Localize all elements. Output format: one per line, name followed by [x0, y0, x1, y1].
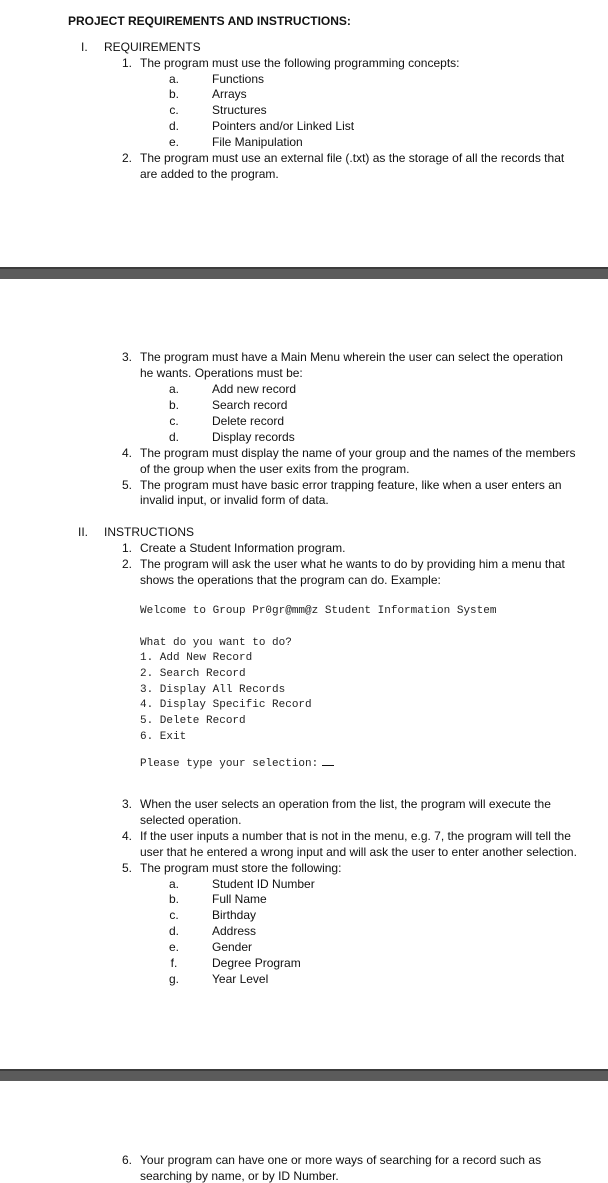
- sub-letter: b.: [168, 892, 179, 906]
- sub-item-text: Address: [212, 924, 257, 938]
- input-cursor-underline: [322, 755, 334, 766]
- list-item-text: of the group when the user exits from the program.: [140, 462, 410, 476]
- list-item-text: he wants. Operations must be:: [140, 366, 303, 380]
- list-item-text: invalid input, or invalid form of data.: [140, 493, 329, 507]
- sub-item-text: Student ID Number: [212, 877, 315, 891]
- sub-letter: d.: [168, 924, 179, 938]
- sub-letter: c.: [169, 414, 179, 428]
- example-menu-option: 6. Exit: [140, 731, 187, 743]
- sub-letter: b.: [168, 398, 179, 412]
- document-title: PROJECT REQUIREMENTS AND INSTRUCTIONS:: [68, 14, 351, 28]
- page-divider: [0, 267, 608, 279]
- example-menu-option: 2. Search Record: [140, 668, 246, 680]
- list-number: 5.: [122, 478, 133, 492]
- sub-item-text: Add new record: [212, 382, 297, 396]
- list-item-text: The program must have a Main Menu wherein the user can select the operation: [140, 350, 563, 364]
- sub-letter: c.: [169, 908, 179, 922]
- example-menu-option: 3. Display All Records: [140, 684, 286, 696]
- list-number: 5.: [122, 861, 133, 875]
- list-item-text: The program must use the following programming concepts:: [140, 56, 460, 70]
- list-item-text: The program must store the following:: [140, 861, 342, 875]
- sub-item-text: Display records: [212, 430, 295, 444]
- list-item-text: user that he entered a wrong input and will ask the user to enter another selection.: [140, 845, 577, 859]
- example-menu-option: 5. Delete Record: [140, 715, 246, 727]
- sub-letter: g.: [168, 972, 179, 986]
- page-divider: [0, 1069, 608, 1081]
- sub-item-text: Year Level: [212, 972, 269, 986]
- list-item-text: Create a Student Information program.: [140, 541, 346, 555]
- example-selection-line: [140, 755, 334, 771]
- sub-item-text: Structures: [212, 103, 267, 117]
- list-item-text: The program will ask the user what he wants to do by providing him a menu that: [140, 557, 565, 571]
- list-item-text: selected operation.: [140, 813, 242, 827]
- sub-letter: a.: [168, 382, 179, 396]
- section-numeral: II.: [78, 525, 89, 539]
- sub-item-text: Delete record: [212, 414, 285, 428]
- list-number: 3.: [122, 797, 133, 811]
- list-item-text: Your program can have one or more ways of searching for a record such as: [140, 1153, 542, 1167]
- sub-item-text: Search record: [212, 398, 288, 412]
- list-item-text: If the user inputs a number that is not in the menu, e.g. 7, the program will tell the: [140, 829, 571, 843]
- example-menu-option: 1. Add New Record: [140, 652, 253, 664]
- list-number: 2.: [122, 557, 133, 571]
- list-number: 1.: [122, 56, 133, 70]
- sub-letter: a.: [168, 877, 179, 891]
- sub-letter: b.: [168, 87, 179, 101]
- list-item-text: When the user selects an operation from the list, the program will execute the: [140, 797, 551, 811]
- list-number: 4.: [122, 446, 133, 460]
- list-number: 2.: [122, 151, 133, 165]
- example-menu-option: 4. Display Specific Record: [140, 699, 312, 711]
- section-numeral: I.: [81, 40, 88, 54]
- list-item-text: are added to the program.: [140, 167, 279, 181]
- sub-letter: d.: [168, 430, 179, 444]
- list-item-text: The program must have basic error trapping feature, like when a user enters an: [140, 478, 562, 492]
- sub-item-text: Pointers and/or Linked List: [212, 119, 355, 133]
- sub-letter: e.: [168, 135, 179, 149]
- list-number: 1.: [122, 541, 133, 555]
- list-number: 6.: [122, 1153, 133, 1167]
- example-selection-label: Please type your selection:: [140, 758, 319, 770]
- list-number: 3.: [122, 350, 133, 364]
- example-welcome-line: Welcome to Group Pr0gr@mm@z Student Information System: [140, 605, 497, 617]
- list-item-text: The program must display the name of your group and the names of the members: [140, 446, 576, 460]
- section-heading: REQUIREMENTS: [104, 40, 201, 54]
- sub-item-text: Arrays: [212, 87, 247, 101]
- sub-item-text: Full Name: [212, 892, 267, 906]
- sub-item-text: Functions: [212, 72, 265, 86]
- sub-item-text: File Manipulation: [212, 135, 303, 149]
- list-number: 4.: [122, 829, 133, 843]
- sub-item-text: Birthday: [212, 908, 257, 922]
- sub-letter: c.: [169, 103, 179, 117]
- example-prompt-line: What do you want to do?: [140, 637, 292, 649]
- sub-item-text: Gender: [212, 940, 253, 954]
- section-heading: INSTRUCTIONS: [104, 525, 194, 539]
- sub-letter: e.: [168, 940, 179, 954]
- list-item-text: searching by name, or by ID Number.: [140, 1169, 339, 1183]
- list-item-text: shows the operations that the program can do. Example:: [140, 573, 441, 587]
- sub-letter: a.: [168, 72, 179, 86]
- list-item-text: The program must use an external file (.txt) as the storage of all the records that: [140, 151, 565, 165]
- sub-letter: d.: [168, 119, 179, 133]
- sub-letter: f.: [170, 956, 178, 970]
- sub-item-text: Degree Program: [212, 956, 301, 970]
